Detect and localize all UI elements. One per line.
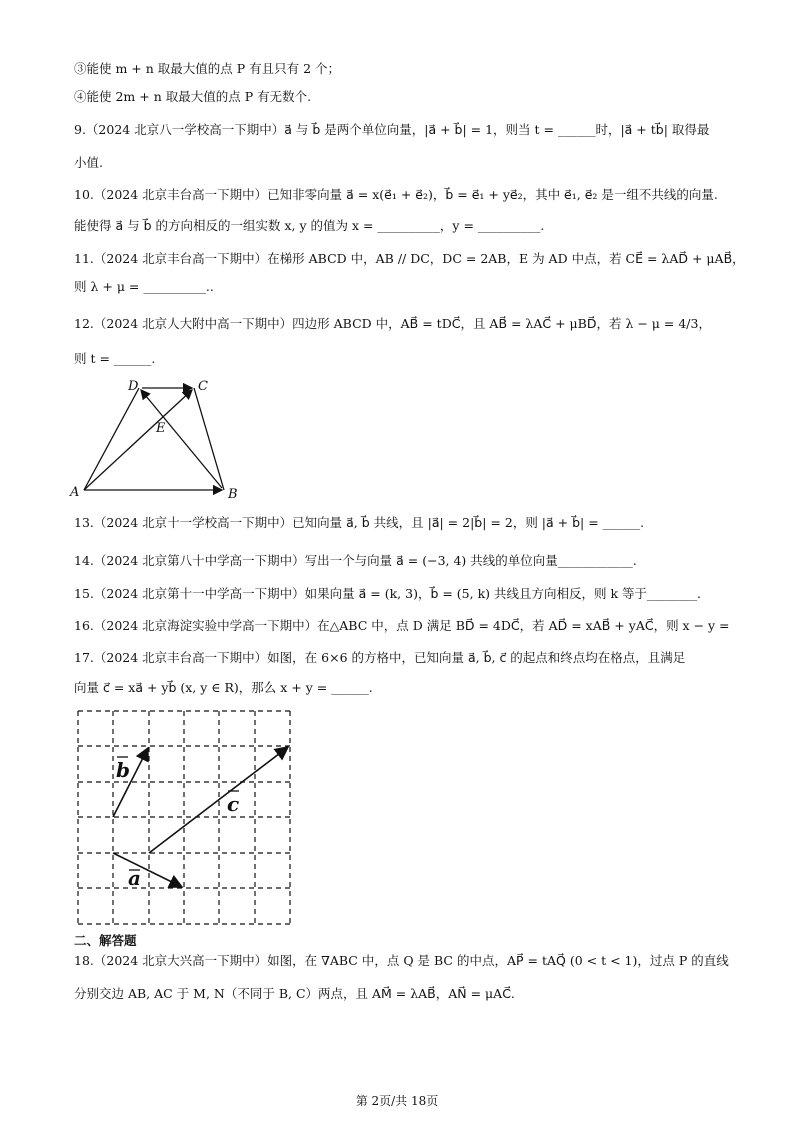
figure-17-grid	[70, 705, 300, 931]
statement-4: ④能使 2m + n 取最大值的点 P 有无数个.	[74, 89, 312, 104]
label-vector-a: a	[128, 866, 141, 890]
segment-bd	[141, 390, 222, 488]
question-13: 13.（2024 北京十一学校高一下期中）已知向量 a⃗, b⃗ 共线，且 |a⃗| = 2|b⃗| = 2，则 |a⃗ + b⃗| = ______.	[74, 515, 645, 530]
question-10-line-2: 能使得 a⃗ 与 b⃗ 的方向相反的一组实数 x, y 的值为 x = __________，y = __________.	[74, 218, 545, 233]
question-17-line-1: 17.（2024 北京丰台高一下期中）如图，在 6×6 的方格中，已知向量 a⃗, b⃗, c⃗ 的起点和终点均在格点，且满足	[74, 650, 686, 665]
figure-12-trapezoid	[64, 372, 254, 504]
label-b: B	[228, 487, 238, 502]
question-16: 16.（2024 北京海淀实验中学高一下期中）在△ABC 中，点 D 满足 BD⃗ = 4DC⃗，若 AD⃗ = xAB⃗ + yAC⃗，则 x − y =	[74, 618, 730, 633]
question-18-line-1: 18.（2024 北京大兴高一下期中）如图，在 ∇ABC 中，点 Q 是 BC 的中点，AP⃗ = tAQ⃗ (0 < t < 1)，过点 P 的直线	[74, 953, 729, 968]
statement-3: ③能使 m + n 取最大值的点 P 有且只有 2 个；	[74, 61, 341, 76]
label-vector-c: c	[227, 792, 240, 816]
section-title: 二、解答题	[74, 933, 137, 948]
question-11-line-1: 11.（2024 北京丰台高一下期中）在梯形 ABCD 中，AB // DC，DC = 2AB，E 为 AD 中点，若 CE⃗ = λAD⃗ + μAB⃗，	[74, 251, 745, 266]
question-18-line-2: 分别交边 AB, AC 于 M, N（不同于 B, C）两点，且 AM⃗ = λAB⃗，AN⃗ = μAC⃗.	[74, 986, 515, 1001]
question-11-line-2: 则 λ + μ = __________..	[74, 279, 214, 294]
vector-a	[113, 853, 182, 887]
question-12-line-1: 12.（2024 北京人大附中高一下期中）四边形 ABCD 中，AB⃗ = tDC⃗，且 AB⃗ = λAC⃗ + μBD⃗，若 λ − μ = 4/3，	[74, 316, 711, 331]
question-10-line-1: 10.（2024 北京丰台高一下期中）已知非零向量 a⃗ = x(e⃗₁ + e⃗₂)，b⃗ = e⃗₁ + ye⃗₂，其中 e⃗₁, e⃗₂ 是一组不共线的向量.	[74, 187, 718, 202]
segment-cb	[194, 388, 224, 490]
page-footer: 第 2页/共 18页	[355, 1094, 439, 1108]
question-9-line-1: 9.（2024 北京八一学校高一下期中）a⃗ 与 b⃗ 是两个单位向量，|a⃗ + b⃗| = 1，则当 t = ______时，|a⃗ + tb⃗| 取得最	[74, 122, 710, 137]
label-a: A	[70, 485, 80, 500]
label-e: E	[156, 421, 166, 436]
grid-lines	[78, 711, 290, 924]
segment-ac	[84, 390, 192, 490]
segment-ad	[84, 388, 139, 490]
question-9-line-2: 小值.	[74, 155, 103, 170]
label-d: D	[128, 379, 139, 394]
question-12-line-2: 则 t = ______.	[74, 351, 156, 366]
question-14: 14.（2024 北京第八十中学高一下期中）写出一个与向量 a⃗ = (−3, 4) 共线的单位向量____________.	[74, 553, 637, 568]
question-15: 15.（2024 北京第十一中学高一下期中）如果向量 a⃗ = (k, 3)，b⃗ = (5, k) 共线且方向相反，则 k 等于________.	[74, 586, 701, 601]
label-vector-b: b	[116, 758, 130, 782]
label-c: C	[198, 379, 208, 394]
question-17-line-2: 向量 c⃗ = xa⃗ + yb⃗ (x, y ∈ R)，那么 x + y = ______.	[74, 680, 373, 695]
